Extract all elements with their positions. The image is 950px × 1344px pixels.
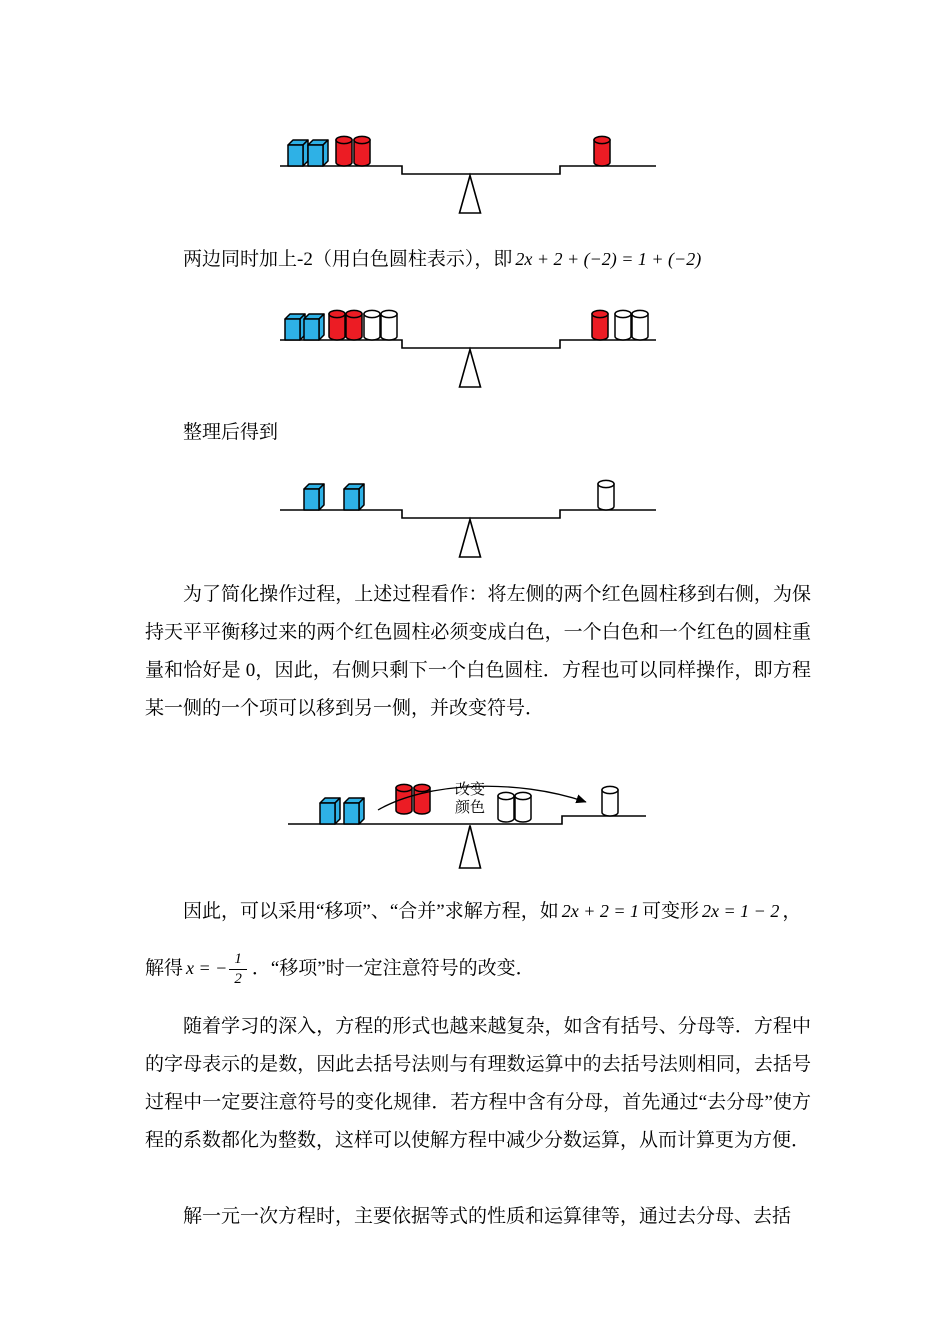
blue-box — [304, 314, 324, 340]
text-segment: ．“移项”时一定注意符号的改变． — [251, 958, 535, 979]
fulcrum-triangle — [460, 350, 481, 388]
red-cylinder — [594, 136, 610, 166]
text-segment: 解得 — [145, 958, 184, 979]
paragraph-tidy-up: 整理后得到 — [183, 422, 279, 443]
white-cylinder — [615, 310, 631, 340]
red-cylinder — [346, 310, 362, 340]
white-cylinder — [364, 310, 380, 340]
white-cylinder — [515, 792, 531, 822]
balance-beam — [288, 816, 646, 824]
blue-box — [344, 484, 364, 510]
fulcrum-triangle — [460, 520, 481, 558]
red-cylinder — [396, 784, 412, 814]
inline-formula: 2x + 2 + (−2) = 1 + (−2) — [515, 249, 702, 269]
white-cylinder — [381, 310, 397, 340]
balance-scale-diagram-2 — [0, 300, 950, 400]
white-cylinder — [602, 786, 618, 816]
fulcrum-triangle — [460, 826, 481, 869]
white-cylinder — [498, 792, 514, 822]
fraction-formula: x = − $\frac{1}{2}$ — [183, 958, 252, 978]
white-cylinder — [598, 480, 614, 510]
inline-formula: 2x = 1 − 2 — [702, 901, 780, 921]
arrow-label-line2: 颜色 — [454, 800, 486, 816]
text-segment: ， — [782, 901, 802, 922]
balance-beam — [280, 510, 656, 518]
text-segment: 可变形 — [642, 901, 700, 922]
blue-box — [304, 484, 324, 510]
paragraph-complex-equations: 随着学习的深入，方程的形式也越来越复杂，如含有括号、分母等．方程中的字母表示的是数，因此去括号法则与有理数运算中的去括号法则相同，去括号过程中一定要注意符号的变化规律．若方程中含有分母，首先通过“去分母”使方程的系数都化为整数，这样可以使解方程中减少分数运算，从而计算更为方便． — [145, 1016, 811, 1151]
blue-box — [320, 798, 340, 824]
paragraph-yixiang — [145, 892, 811, 931]
text-segment: 因此，可以采用“移项”、“合并”求解方程，如 — [183, 901, 559, 922]
red-cylinder — [329, 310, 345, 340]
blue-box — [288, 140, 308, 166]
balance-scale-diagram-1 — [0, 126, 950, 226]
red-cylinder — [414, 784, 430, 814]
red-cylinder — [592, 310, 608, 340]
white-cylinder — [632, 310, 648, 340]
inline-formula: 2x + 2 = 1 — [561, 901, 640, 921]
balance-scale-diagram-3 — [0, 470, 950, 570]
red-cylinder — [336, 136, 352, 166]
blue-box — [285, 314, 305, 340]
fulcrum-triangle — [460, 176, 481, 214]
balance-scale-diagram-move — [0, 764, 950, 876]
paragraph-solve-result — [145, 944, 811, 993]
balance-beam — [280, 340, 656, 348]
text-segment: 两边同时加上-2（用白色圆柱表示），即 — [183, 249, 513, 270]
paragraph-simplify-process: 为了简化操作过程，上述过程看作：将左侧的两个红色圆柱移到右侧，为保持天平平衡移过来的两个红色圆柱必须变成白色，一个白色和一个红色的圆柱重量和恰好是 0，因此，右侧只剩下一个白色圆柱．方程也可以同样操作，即方程某一侧的一个项可以移到另一侧，并改变符号． — [145, 584, 811, 719]
balance-beam — [280, 166, 656, 174]
paragraph-add-minus-two — [145, 240, 811, 279]
blue-box — [344, 798, 364, 824]
arrow-label-line1: 改变 — [454, 782, 486, 798]
red-cylinder — [354, 136, 370, 166]
paragraph-final: 解一元一次方程时，主要依据等式的性质和运算律等，通过去分母、去括 — [183, 1206, 792, 1227]
blue-box — [308, 140, 328, 166]
